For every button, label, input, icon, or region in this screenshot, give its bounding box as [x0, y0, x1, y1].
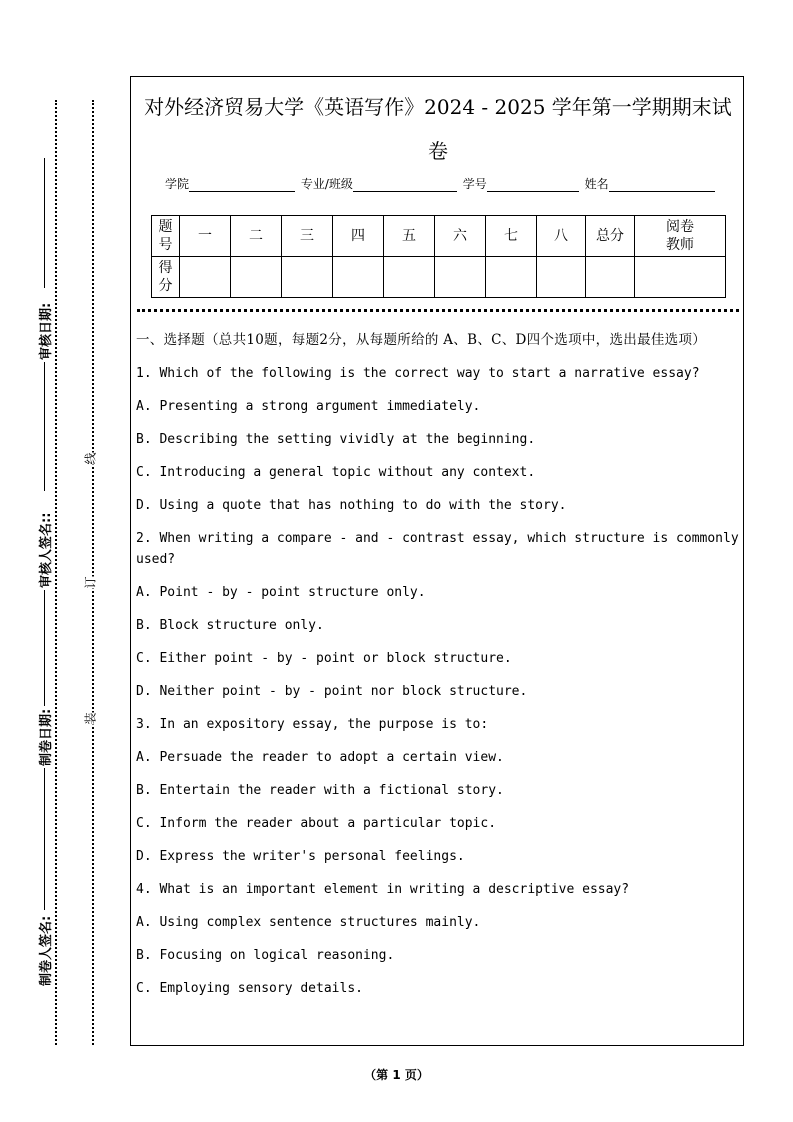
option-line: B. Focusing on logical reasoning.: [136, 948, 395, 963]
option-line: A. Presenting a strong argument immediately.: [136, 399, 481, 414]
score-header-cell: 六: [435, 216, 486, 257]
score-header-cell: 八: [537, 216, 586, 257]
score-cell[interactable]: [333, 257, 384, 298]
major-class-field[interactable]: [353, 179, 457, 192]
score-header-cell: 三: [282, 216, 333, 257]
option-line: A. Point - by - point structure only.: [136, 585, 426, 600]
section-heading: 一、选择题（总共10题，每题2分，从每题所给的 A、B、C、D四个选项中，选出最佳选项）: [136, 332, 707, 348]
dotted-separator: [137, 309, 739, 312]
student-id-label: 学号: [462, 177, 487, 191]
reviewer-signature-label: 审核人签名::: [35, 511, 54, 590]
score-cell[interactable]: [231, 257, 282, 298]
option-line: C. Employing sensory details.: [136, 981, 363, 996]
question-line: 4. What is an important element in writing a descriptive essay?: [136, 882, 630, 897]
page-number: （第 1 页）: [364, 1068, 429, 1082]
preparer-signature-label: 制卷人签名:: [35, 914, 54, 988]
binding-line-outer: [55, 100, 57, 1045]
name-field[interactable]: [609, 179, 715, 192]
score-table-header-row: [152, 216, 726, 257]
option-line: C. Either point - by - point or block structure.: [136, 651, 512, 666]
student-info-row: [165, 175, 717, 192]
binding-mark-staple: 订: [80, 576, 101, 588]
score-cell[interactable]: [537, 257, 586, 298]
exam-title-line1: 对外经济贸易大学《英语写作》2024 - 2025 学年第一学期期末试: [144, 95, 732, 119]
option-line: A. Persuade the reader to adopt a certain view.: [136, 750, 504, 765]
score-cell-total[interactable]: [586, 257, 635, 298]
college-field[interactable]: [189, 179, 295, 192]
score-cell[interactable]: [180, 257, 231, 298]
score-header-question-no: 题号: [152, 216, 180, 257]
score-cell[interactable]: [486, 257, 537, 298]
binding-line-inner: [92, 100, 94, 1045]
option-line: D. Neither point - by - point nor block structure.: [136, 684, 528, 699]
score-header-grader: 阅卷教师: [635, 216, 726, 257]
score-header-cell: 一: [180, 216, 231, 257]
score-cell[interactable]: [435, 257, 486, 298]
score-table: [151, 215, 726, 298]
score-header-cell: 四: [333, 216, 384, 257]
question-line: 3. In an expository essay, the purpose is to:: [136, 717, 489, 732]
exam-frame: [130, 76, 744, 1046]
binding-mark-bind: 装: [80, 712, 101, 724]
college-label: 学院: [165, 177, 190, 191]
question-line: 2. When writing a compare - and - contrast essay, which structure is commonly used?: [136, 531, 739, 567]
option-line: B. Describing the setting vividly at the beginning.: [136, 432, 536, 447]
question-line: 1. Which of the following is the correct way to start a narrative essay?: [136, 366, 700, 381]
section-1: [136, 330, 741, 1011]
score-cell[interactable]: [282, 257, 333, 298]
option-line: D. Express the writer's personal feelings.: [136, 849, 465, 864]
option-line: B. Block structure only.: [136, 618, 324, 633]
exam-title: [131, 85, 745, 173]
review-date-label: 审核日期:: [35, 301, 54, 362]
major-class-label: 专业/班级: [300, 177, 353, 191]
score-cell-grader[interactable]: [635, 257, 726, 298]
option-line: C. Introducing a general topic without any context.: [136, 465, 536, 480]
student-id-field[interactable]: [487, 179, 579, 192]
score-cell[interactable]: [384, 257, 435, 298]
option-line: A. Using complex sentence structures mainly.: [136, 915, 481, 930]
score-header-total: 总分: [586, 216, 635, 257]
option-line: B. Entertain the reader with a fictional story.: [136, 783, 504, 798]
option-line: D. Using a quote that has nothing to do with the story.: [136, 498, 567, 513]
signature-line: [44, 745, 45, 910]
name-label: 姓名: [584, 177, 609, 191]
score-header-cell: 二: [231, 216, 282, 257]
score-row-label: 得分: [152, 257, 180, 298]
score-header-cell: 七: [486, 216, 537, 257]
exam-title-line2: 卷: [428, 139, 448, 163]
signature-line: [44, 158, 45, 288]
signature-line: [44, 356, 45, 491]
option-line: C. Inform the reader about a particular topic.: [136, 816, 497, 831]
prepare-date-label: 制卷日期:: [35, 707, 54, 768]
score-table-score-row: [152, 257, 726, 298]
score-header-cell: 五: [384, 216, 435, 257]
binding-mark-line: 线: [80, 452, 101, 464]
